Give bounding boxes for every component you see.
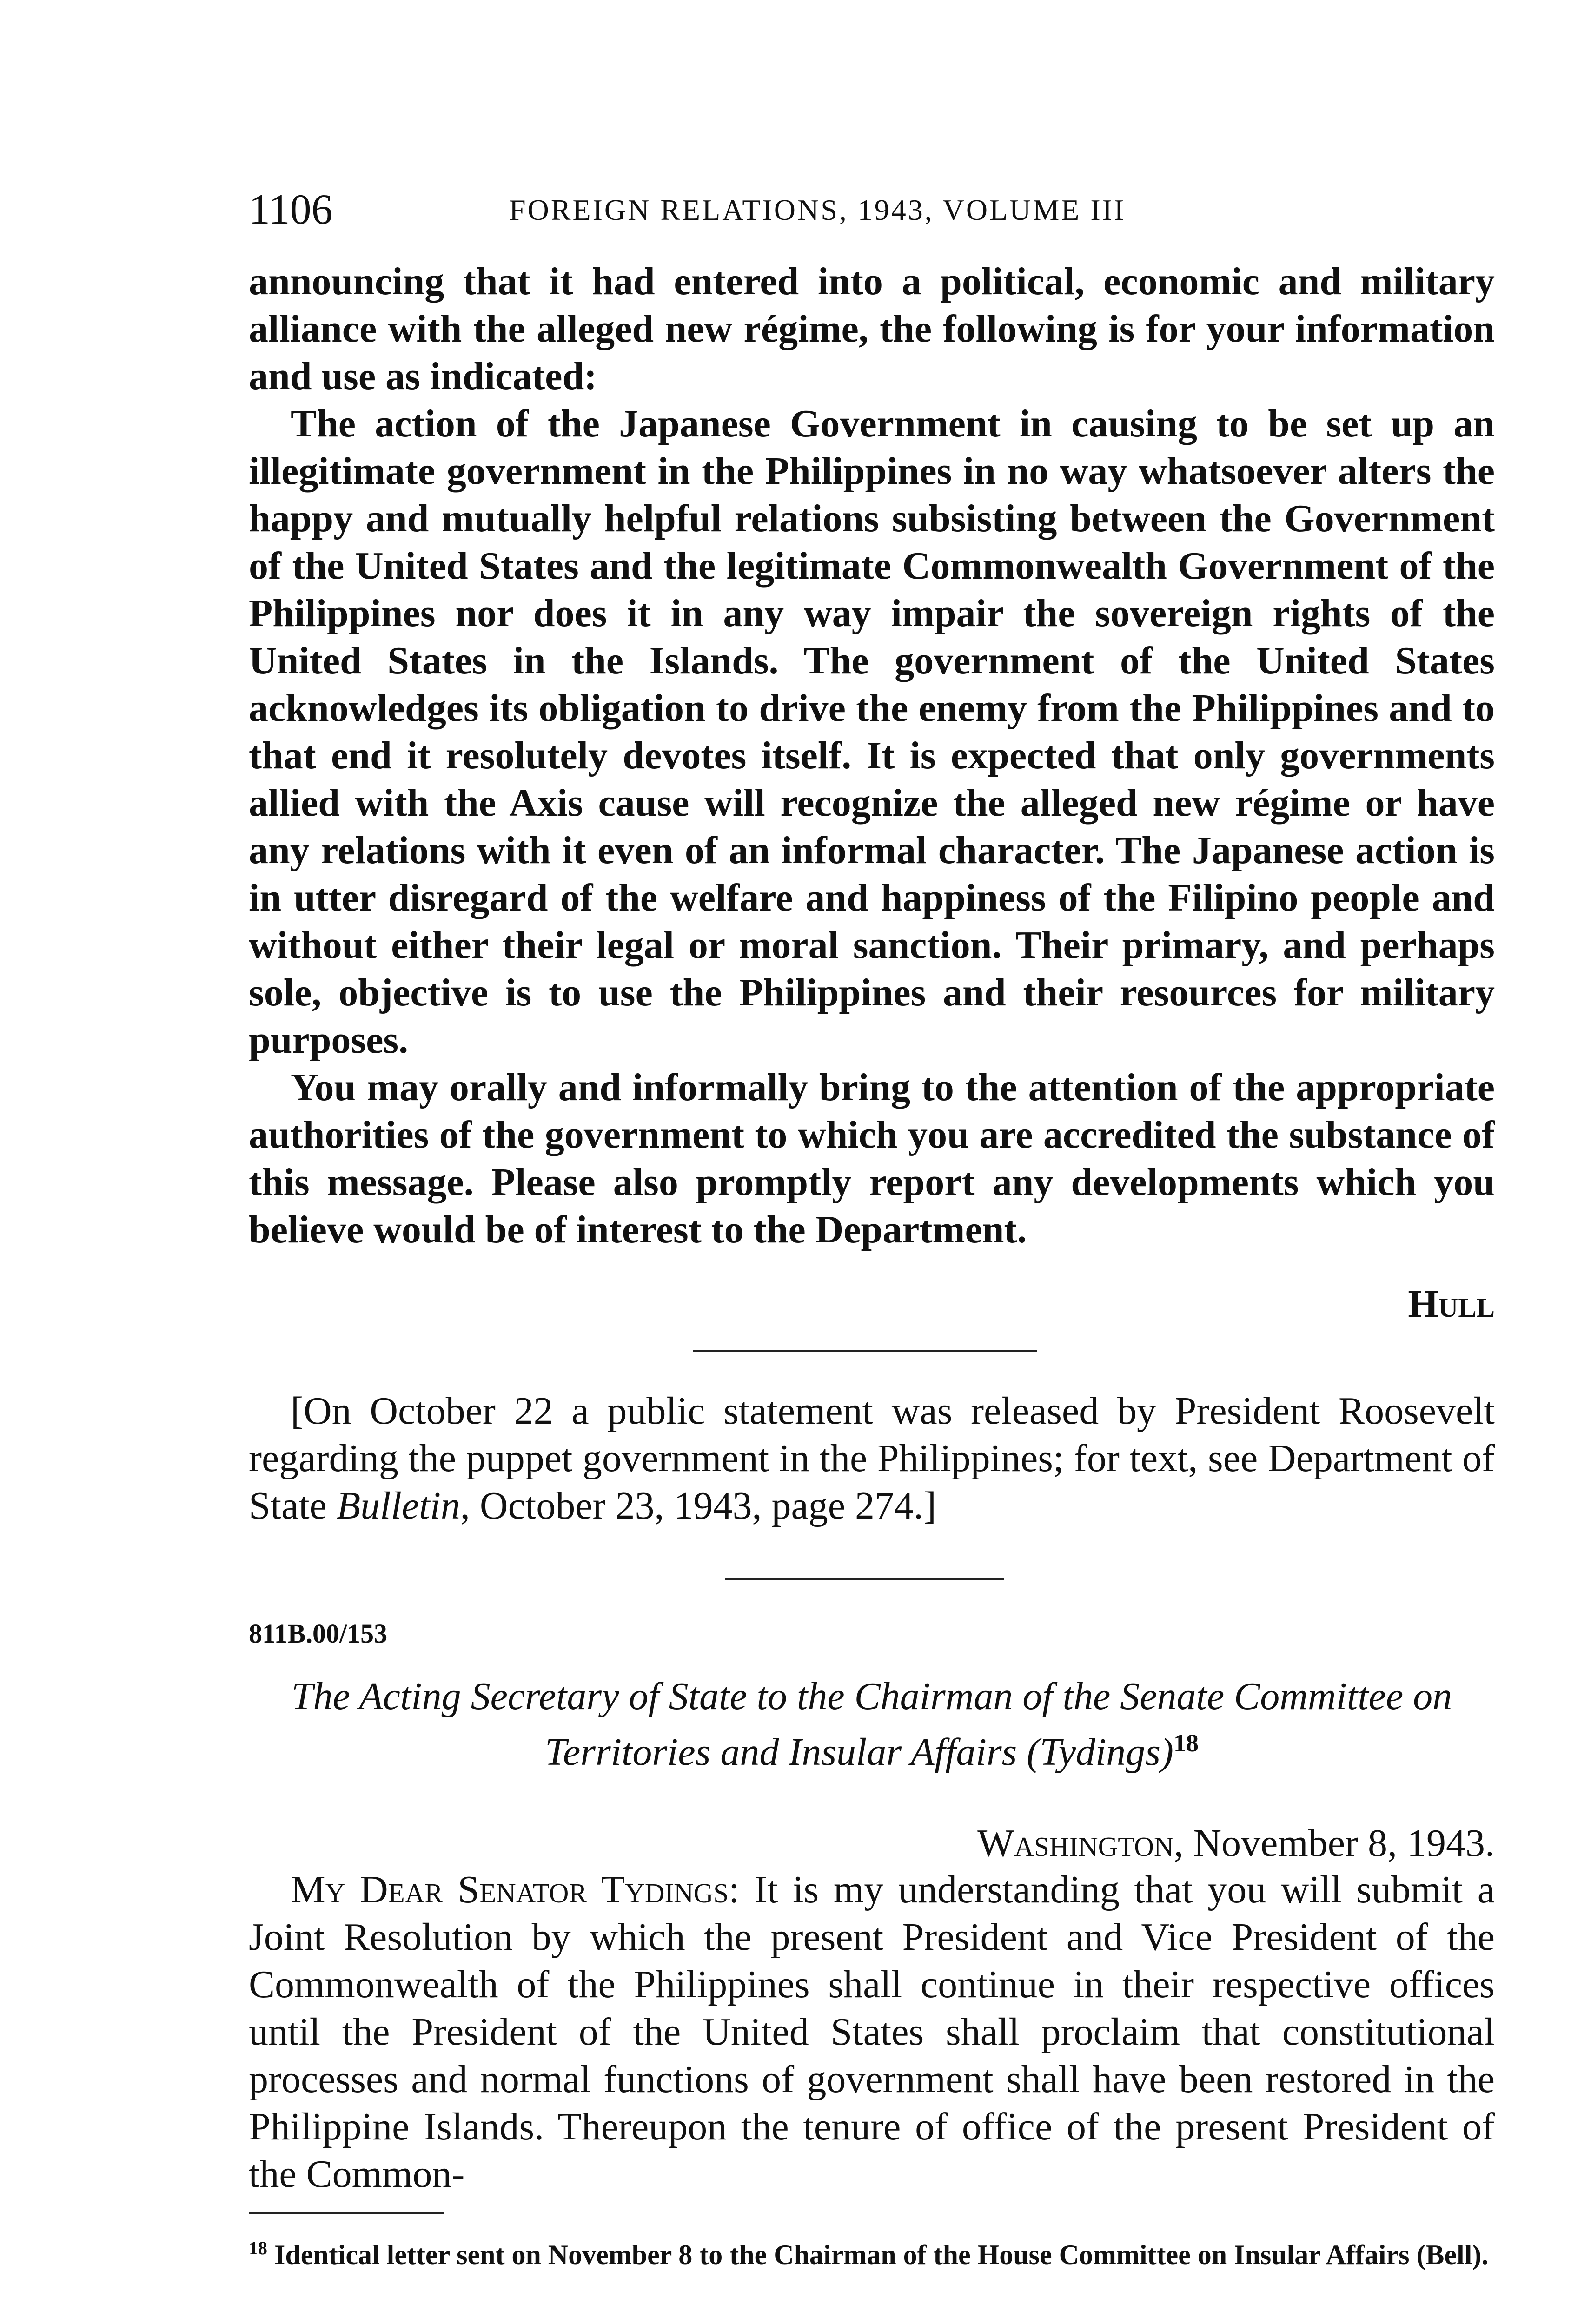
- editorial-note-after: , October 23, 1943, page 274.]: [460, 1484, 936, 1527]
- salutation: My Dear Senator Tydings: [291, 1868, 729, 1911]
- telegram-paragraph-instructions: You may orally and informally bring to the attention of the appropriate authorities of the government to which you are accredited the substance of this message. Please also promptly report any developments which you believe would be of interest to the Department.: [249, 1066, 1495, 1251]
- telegram-paragraph-statement: The action of the Japanese Government in causing to be set up an illegitimate government in the Philippines in no way whatsoever alters the happy and mutually helpful relations subsisting between the Government of the United States and the legitimate Commonwealth Government of the Philippines nor does it in any way impair the sovereign rights of the United States in the Islands. The government of the United States acknowledges its obligation to drive the enemy from the Philippines and to that end it resolutely devotes itself. It is expected that only governments allied with the Axis cause will recognize the alleged new régime or have any relations with it even of an informal character. The Japanese action is in utter disregard of the welfare and happiness of the Filipino people and without either their legal or moral sanction. Their primary, and perhaps sole, objective is to use the Philippines and their resources for military purposes.: [249, 402, 1495, 1062]
- section-divider-rule: [693, 1350, 1037, 1352]
- footnote-text: Identical letter sent on November 8 to the Chairman of the House Committee on Insular Affairs (Bell).: [274, 2239, 1489, 2270]
- footnote-separator: [249, 2212, 444, 2214]
- dateline: [249, 1820, 1495, 1867]
- telegram-paragraph-intro: announcing that it had entered into a political, economic and military alliance with the alleged new régime, the following is for your information and use as indicated:: [249, 260, 1495, 398]
- letter-body: [249, 1866, 1495, 2198]
- editorial-note-bulletin: Bulletin: [336, 1484, 460, 1527]
- page-number: 1106: [249, 185, 333, 233]
- telegram-body: [249, 258, 1495, 1254]
- section-divider-rule-2: [725, 1578, 1004, 1580]
- signature-hull: Hull: [1408, 1282, 1495, 1326]
- document-heading: [249, 1673, 1495, 1776]
- letter-text: : It is my understanding that you will submit a Joint Resolution by which the present President and Vice President of the Commonwealth of the Philippines shall continue in their respective offices until the President of the United States shall proclaim that constitutional processes and normal functions of government shall have been restored in the Philippine Islands. Thereupon the tenure of office of the present President of the Common-: [249, 1868, 1495, 2196]
- dateline-date: , November 8, 1943.: [1173, 1822, 1495, 1865]
- file-number: 811B.00/153: [249, 1618, 388, 1649]
- footnote-reference: 18: [1173, 1729, 1199, 1757]
- letter-paragraph: [249, 1866, 1495, 2198]
- editorial-note-text: [249, 1387, 1495, 1530]
- document-heading-text: The Acting Secretary of State to the Chairman of the Senate Committee on Territories and Insular Affairs (Tydings): [291, 1675, 1452, 1774]
- dateline-place: Washington: [977, 1822, 1174, 1865]
- running-head: [249, 184, 1504, 235]
- footnote-number: 18: [249, 2238, 267, 2258]
- editorial-note: [249, 1387, 1495, 1530]
- running-head-title: FOREIGN RELATIONS, 1943, VOLUME III: [509, 193, 1126, 226]
- editorial-note-before: [On October 22 a public statement was released by President Roosevelt regarding the puppet government in the Philippines; for text, see Department of State: [249, 1389, 1495, 1527]
- footnote: [249, 2231, 1495, 2272]
